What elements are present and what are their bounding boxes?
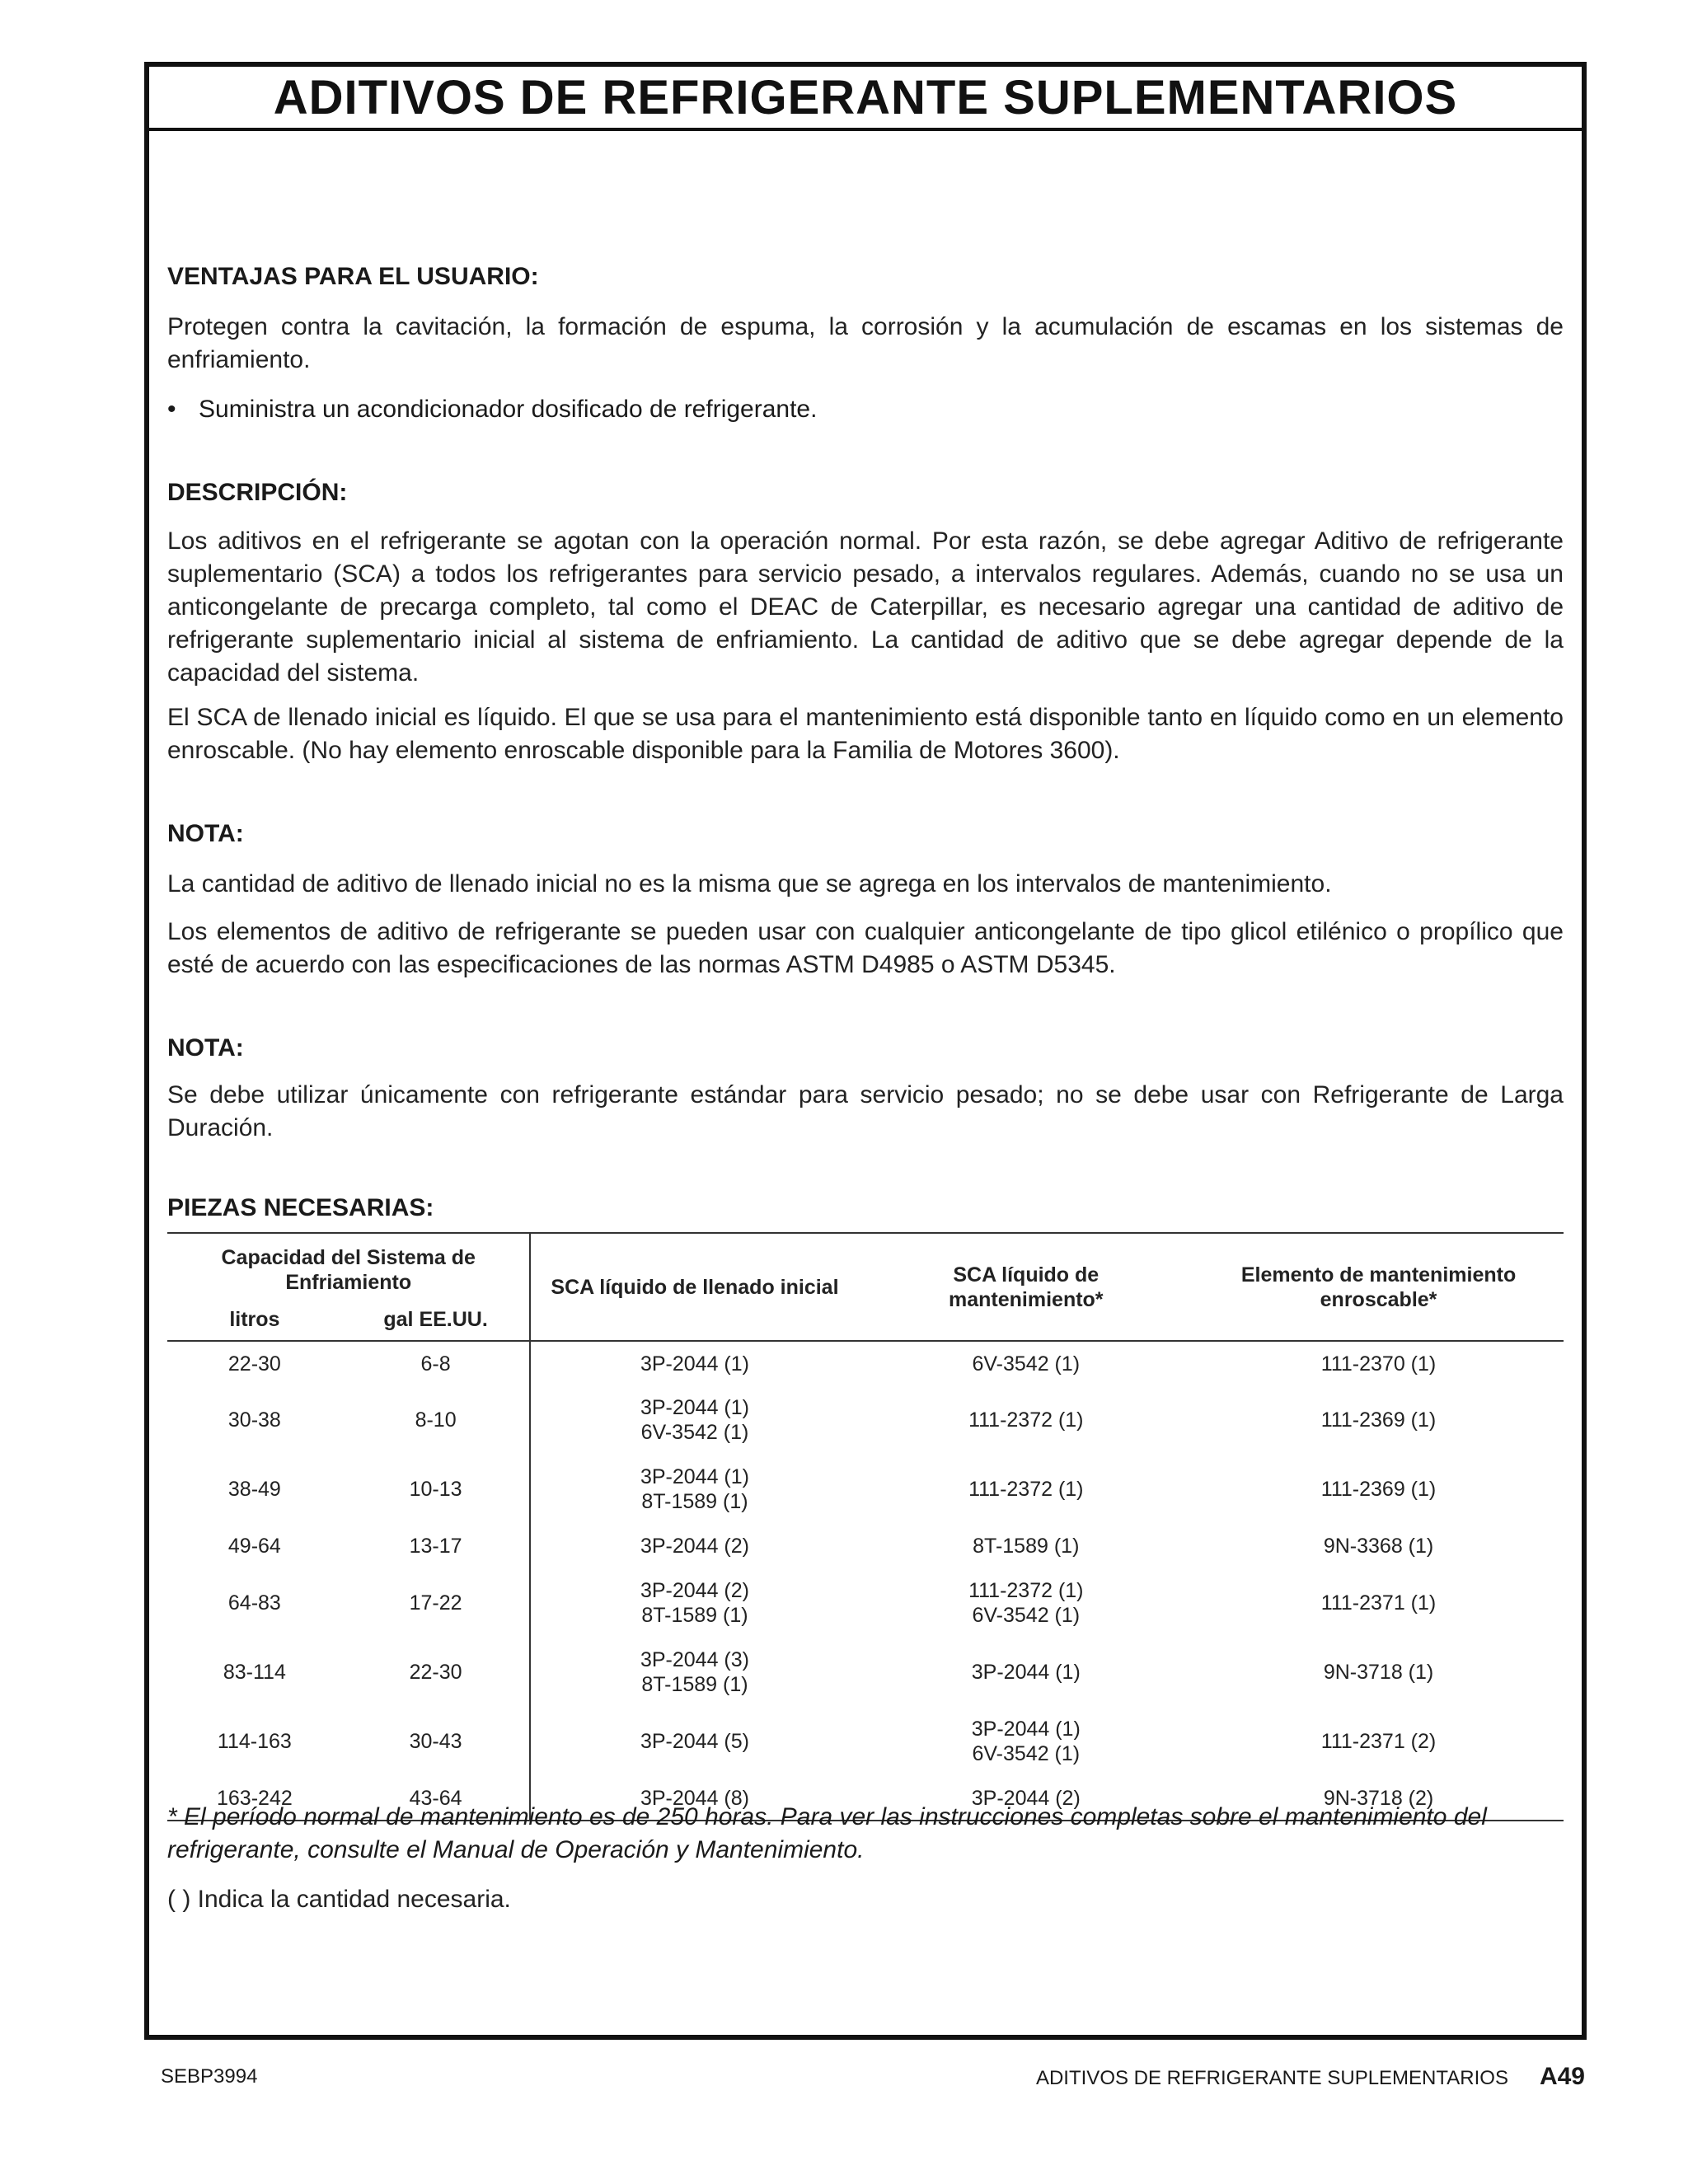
cell-sca-initial-line: 8T-1589 (1) xyxy=(641,1604,748,1627)
cell-gal xyxy=(342,1707,531,1776)
cell-litros-line: 163-242 xyxy=(217,1786,293,1810)
cell-element xyxy=(1193,1568,1564,1638)
cell-sca-initial-line: 3P-2044 (5) xyxy=(640,1730,749,1753)
cell-gal-line: 30-43 xyxy=(409,1730,462,1753)
cell-litros-line: 83-114 xyxy=(223,1661,286,1684)
cell-litros-line: 49-64 xyxy=(227,1535,281,1558)
nota-2-paragraph: Se debe utilizar únicamente con refrigerante estándar para servicio pesado; no se debe usar con Refrigerante de Larga Duración. xyxy=(167,1081,1564,1141)
cell-element-line: 111-2369 (1) xyxy=(1320,1478,1437,1501)
ventajas-paragraph: Protegen contra la cavitación, la formación de espuma, la corrosión y la acumulación de escamas en los sistemas de enfriamiento. xyxy=(167,313,1564,373)
cell-element-line: 9N-3718 (2) xyxy=(1323,1786,1434,1810)
cell-sca-initial-line: 3P-2044 (1) xyxy=(640,1396,749,1419)
cell-litros xyxy=(167,1568,342,1638)
cell-gal xyxy=(342,1524,531,1568)
page-number: A49 xyxy=(1539,2063,1585,2090)
cell-litros xyxy=(167,1385,342,1455)
table-row xyxy=(167,1455,1564,1524)
cell-element xyxy=(1193,1341,1564,1385)
sca-initial-header: SCA líquido de llenado inicial xyxy=(530,1233,858,1341)
cell-sca-maint xyxy=(859,1385,1194,1455)
cell-litros-line: 114-163 xyxy=(217,1730,292,1753)
cell-sca-maint xyxy=(859,1568,1194,1638)
parts-table xyxy=(167,1232,1564,1821)
descripcion-paragraph-2: El SCA de llenado inicial es líquido. El que se usa para el mantenimiento está disponible tanto en líquido como en un elemento enroscable. (No hay elemento enroscable disponible para la Familia de Motores 3600). xyxy=(167,704,1564,764)
cell-sca-maint-line: 3P-2044 (1) xyxy=(971,1718,1081,1741)
sca-maint-header xyxy=(859,1233,1194,1341)
cell-sca-initial-line: 3P-2044 (3) xyxy=(640,1648,749,1671)
nota-2-heading: NOTA: xyxy=(167,1034,244,1062)
table-row xyxy=(167,1707,1564,1776)
cell-sca-maint xyxy=(859,1341,1194,1385)
bullet-icon: • xyxy=(167,396,176,423)
cell-litros xyxy=(167,1341,342,1385)
cell-litros-line: 64-83 xyxy=(227,1591,281,1615)
cell-litros xyxy=(167,1638,342,1707)
cell-sca-maint xyxy=(859,1524,1194,1568)
cell-sca-initial-line: 8T-1589 (1) xyxy=(641,1490,748,1513)
cell-sca-maint-line: 8T-1589 (1) xyxy=(973,1535,1080,1558)
litros-header: litros xyxy=(229,1308,280,1331)
cell-sca-initial xyxy=(530,1568,858,1638)
cell-element xyxy=(1193,1385,1564,1455)
cell-sca-initial-line: 3P-2044 (2) xyxy=(640,1535,749,1558)
page-footer xyxy=(161,2060,1585,2093)
cell-litros-line: 38-49 xyxy=(227,1478,281,1501)
cell-sca-maint-line: 111-2372 (1) xyxy=(968,1579,1084,1602)
cell-sca-initial-line: 3P-2044 (2) xyxy=(640,1579,749,1602)
cell-litros xyxy=(167,1455,342,1524)
ventajas-bullet xyxy=(167,393,1564,426)
nota-1-paragraph-1: La cantidad de aditivo de llenado inicial no es la misma que se agrega en los intervalos de mantenimiento. xyxy=(167,870,1332,898)
table-row xyxy=(167,1524,1564,1568)
cell-element-line: 111-2371 (1) xyxy=(1320,1591,1437,1615)
nota-1-heading: NOTA: xyxy=(167,820,244,847)
cell-sca-initial-line: 3P-2044 (1) xyxy=(640,1465,749,1488)
cell-element-line: 9N-3368 (1) xyxy=(1323,1535,1434,1558)
piezas-heading: PIEZAS NECESARIAS: xyxy=(167,1194,434,1221)
cell-element-line: 111-2369 (1) xyxy=(1320,1408,1437,1432)
quantity-footnote: ( ) Indica la cantidad necesaria. xyxy=(167,1886,511,1913)
cell-sca-initial xyxy=(530,1341,858,1385)
table-body xyxy=(167,1341,1564,1821)
cell-element-line: 111-2371 (2) xyxy=(1320,1730,1437,1753)
table-row xyxy=(167,1638,1564,1707)
cell-sca-initial-line: 3P-2044 (8) xyxy=(640,1786,749,1810)
cell-litros-line: 22-30 xyxy=(227,1352,281,1376)
gal-header: gal EE.UU. xyxy=(383,1308,488,1331)
capacity-header: Capacidad del Sistema de Enfriamiento xyxy=(221,1246,476,1294)
cell-sca-initial xyxy=(530,1385,858,1455)
cell-gal-line: 43-64 xyxy=(409,1786,462,1810)
ventajas-bullet-text: Suministra un acondicionador dosificado de refrigerante. xyxy=(199,396,818,423)
cell-element xyxy=(1193,1707,1564,1776)
table-row xyxy=(167,1385,1564,1455)
sca-maint-header-line2: mantenimiento* xyxy=(949,1287,1104,1311)
cell-sca-maint-line: 3P-2044 (1) xyxy=(971,1661,1081,1684)
descripcion-paragraph-1: Los aditivos en el refrigerante se agotan con la operación normal. Por esta razón, se debe agregar Aditivo de refrigerante suplementario (SCA) a todos los refrigerantes para servicio pesado, a intervalos regulares. Además, cuando no se usa un anticongelante de precarga completo, tal como el DEAC de Caterpillar, es necesario agregar una cantidad de aditivo de refrigerante suplementario inicial al sistema de enfriamiento. La cantidad de aditivo que se debe agregar depende de la capacidad del sistema. xyxy=(167,527,1564,687)
cell-sca-maint xyxy=(859,1455,1194,1524)
cell-gal xyxy=(342,1341,531,1385)
cell-sca-initial xyxy=(530,1707,858,1776)
descripcion-heading: DESCRIPCIÓN: xyxy=(167,479,348,506)
cell-gal-line: 10-13 xyxy=(409,1478,462,1501)
footer-right xyxy=(1036,2063,1585,2091)
cell-sca-maint-line: 6V-3542 (1) xyxy=(972,1352,1081,1376)
cell-element-line: 111-2370 (1) xyxy=(1320,1352,1437,1376)
sca-maint-header-line1: SCA líquido de xyxy=(953,1263,1100,1286)
cell-sca-maint-line: 111-2372 (1) xyxy=(968,1408,1084,1432)
cell-sca-initial-line: 3P-2044 (1) xyxy=(640,1352,749,1376)
cell-sca-initial xyxy=(530,1638,858,1707)
ventajas-heading: VENTAJAS PARA EL USUARIO: xyxy=(167,263,539,290)
cell-sca-maint-line: 3P-2044 (2) xyxy=(971,1786,1081,1810)
footer-section-title: ADITIVOS DE REFRIGERANTE SUPLEMENTARIOS xyxy=(1035,2067,1508,2089)
cell-sca-maint-line: 111-2372 (1) xyxy=(968,1478,1084,1501)
element-header-line2: enroscable* xyxy=(1320,1287,1437,1311)
cell-gal-line: 22-30 xyxy=(409,1661,462,1684)
table-header-row-1 xyxy=(167,1233,1564,1296)
cell-gal-line: 6-8 xyxy=(420,1352,451,1376)
cell-sca-maint-line: 6V-3542 (1) xyxy=(972,1742,1081,1765)
element-header xyxy=(1193,1233,1564,1341)
cell-sca-initial-line: 8T-1589 (1) xyxy=(641,1673,748,1696)
cell-element xyxy=(1193,1638,1564,1707)
title-bar xyxy=(149,67,1582,131)
doc-code: SEBP3994 xyxy=(161,2065,258,2088)
cell-litros xyxy=(167,1707,342,1776)
cell-sca-maint-line: 6V-3542 (1) xyxy=(972,1604,1081,1627)
element-header-line1: Elemento de mantenimiento xyxy=(1240,1263,1517,1286)
nota-1-paragraph-2: Los elementos de aditivo de refrigerante se pueden usar con cualquier anticongelante de tipo glicol etilénico o propílico que esté de acuerdo con las especificaciones de las normas ASTM D4985 o ASTM D5345. xyxy=(167,918,1564,978)
cell-sca-initial-line: 6V-3542 (1) xyxy=(640,1421,749,1444)
table-row xyxy=(167,1341,1564,1385)
table-row xyxy=(167,1568,1564,1638)
page-title: ADITIVOS DE REFRIGERANTE SUPLEMENTARIOS xyxy=(273,70,1458,124)
cell-litros xyxy=(167,1524,342,1568)
cell-sca-initial xyxy=(530,1524,858,1568)
cell-sca-initial xyxy=(530,1455,858,1524)
cell-litros-line: 30-38 xyxy=(227,1408,281,1432)
cell-gal xyxy=(342,1455,531,1524)
cell-gal xyxy=(342,1638,531,1707)
cell-gal-line: 17-22 xyxy=(409,1591,462,1615)
cell-gal xyxy=(342,1568,531,1638)
cell-element-line: 9N-3718 (1) xyxy=(1323,1661,1434,1684)
page-frame xyxy=(144,62,1587,2040)
cell-sca-maint xyxy=(859,1707,1194,1776)
maintenance-footnote: * El período normal de mantenimiento es de 250 horas. Para ver las instrucciones completas sobre el mantenimiento del refrigerante, consulte el Manual de Operación y Mantenimiento. xyxy=(167,1803,1487,1863)
cell-element xyxy=(1193,1524,1564,1568)
cell-element xyxy=(1193,1455,1564,1524)
cell-gal-line: 13-17 xyxy=(409,1535,462,1558)
cell-sca-maint xyxy=(859,1638,1194,1707)
cell-gal-line: 8-10 xyxy=(415,1408,457,1432)
cell-gal xyxy=(342,1385,531,1455)
